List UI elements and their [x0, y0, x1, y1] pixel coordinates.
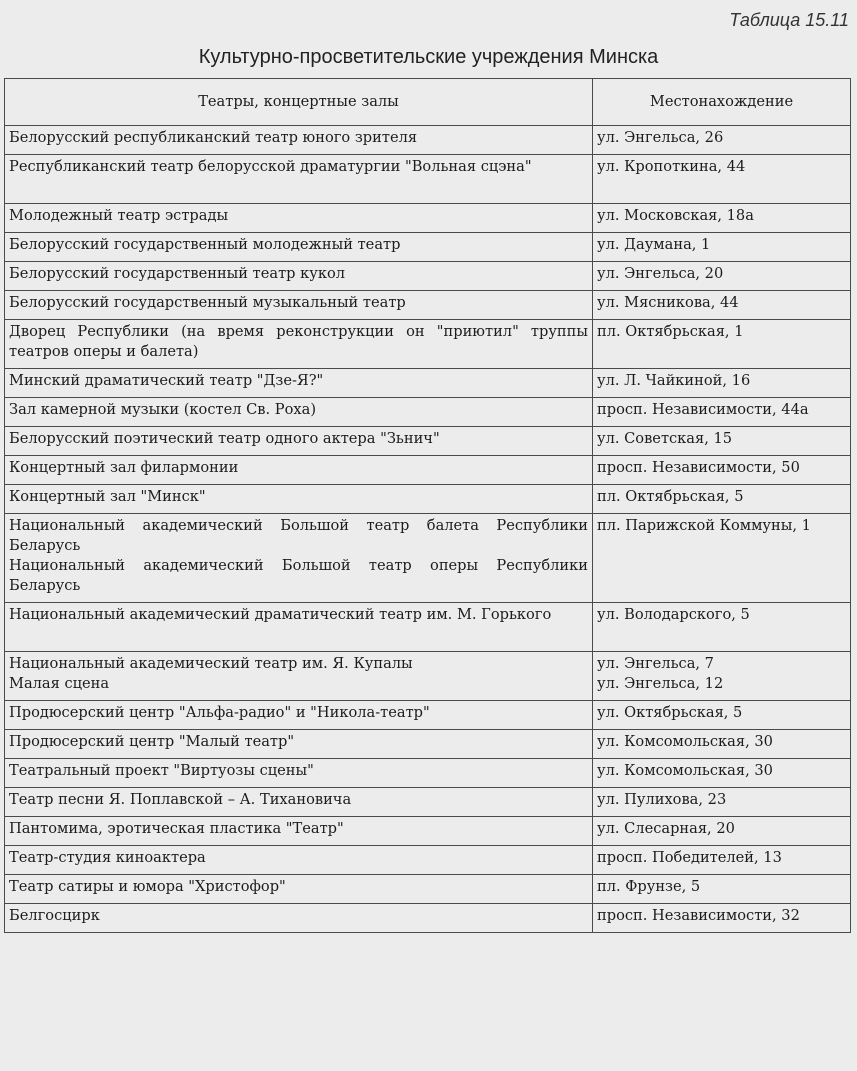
institution-name: Дворец Республики (на время реконструкции он "приютил" труппы театров оперы и балета): [9, 323, 588, 360]
location-cell: [593, 788, 851, 817]
location-address: ул. Энгельса, 7: [597, 655, 714, 672]
institution-name: Национальный академический драматический театр им. М. Горького: [9, 606, 552, 623]
location-cell: [593, 155, 851, 204]
location-cell: [593, 904, 851, 933]
institution-name-cell: [5, 759, 593, 788]
institution-name: Минский драматический театр "Дзе-Я?": [9, 372, 324, 389]
location-address: ул. Слесарная, 20: [597, 820, 735, 837]
institution-name-cell: [5, 155, 593, 204]
table-title: Культурно-просветительские учреждения Минска: [198, 46, 659, 68]
table-row: [5, 262, 851, 291]
location-address: ул. Московская, 18а: [597, 207, 754, 224]
institution-name-cell: [5, 427, 593, 456]
location-address: ул. Пулихова, 23: [597, 791, 727, 808]
location-cell: [593, 204, 851, 233]
location-address: просп. Независимости, 32: [597, 907, 800, 924]
table-row: [5, 817, 851, 846]
table-row: [5, 875, 851, 904]
institution-name-cell: [5, 369, 593, 398]
location-cell: [593, 320, 851, 369]
location-cell: [593, 817, 851, 846]
institution-name: Театр-студия киноактера: [9, 849, 206, 866]
institution-name: Белорусский государственный театр кукол: [9, 265, 346, 282]
institution-name-cell: [5, 514, 593, 603]
institution-name-cell: [5, 875, 593, 904]
location-address: просп. Победителей, 13: [597, 849, 782, 866]
table-row: [5, 204, 851, 233]
location-cell: [593, 603, 851, 652]
location-address: пл. Фрунзе, 5: [597, 878, 701, 895]
institution-name-cell: [5, 904, 593, 933]
column-header-theatres: Театры, концертные залы: [5, 79, 593, 126]
table-row: [5, 603, 851, 652]
institution-name: Белгосцирк: [9, 907, 100, 924]
institution-name-cell: [5, 262, 593, 291]
institution-name-cell: [5, 233, 593, 262]
table-row: [5, 126, 851, 155]
location-cell: [593, 730, 851, 759]
institution-name-cell: [5, 730, 593, 759]
institution-name-cell: [5, 320, 593, 369]
location-cell: [593, 291, 851, 320]
institution-name-cell: [5, 291, 593, 320]
institution-name: Концертный зал филармонии: [9, 459, 239, 476]
location-cell: [593, 514, 851, 603]
institution-name: Республиканский театр белорусской драматургии "Вольная сцэна": [9, 158, 532, 175]
location-cell: [593, 485, 851, 514]
location-cell: [593, 652, 851, 701]
location-address: просп. Независимости, 50: [597, 459, 800, 476]
location-cell: [593, 369, 851, 398]
institution-name-cell: [5, 788, 593, 817]
column-header-location: Местонахождение: [593, 79, 851, 126]
institution-name-cell: [5, 398, 593, 427]
institution-name: Театр песни Я. Поплавской – А. Тихановича: [9, 791, 352, 808]
table-header-row: [5, 79, 851, 126]
institution-name: Национальный академический Большой театр балета Республики Беларусь: [9, 517, 588, 554]
location-address: просп. Независимости, 44а: [597, 401, 809, 418]
table-row: [5, 485, 851, 514]
table-row: [5, 904, 851, 933]
institution-name: Национальный академический театр им. Я. Купалы: [9, 655, 413, 672]
location-address: ул. Кропоткина, 44: [597, 158, 746, 175]
location-address: ул. Советская, 15: [597, 430, 733, 447]
location-address: ул. Комсомольская, 30: [597, 762, 773, 779]
location-address: ул. Мясникова, 44: [597, 294, 739, 311]
location-cell: [593, 126, 851, 155]
table-row: [5, 155, 851, 204]
institution-name-cell: [5, 701, 593, 730]
location-address: пл. Октябрьская, 5: [597, 488, 744, 505]
location-address: ул. Комсомольская, 30: [597, 733, 773, 750]
table-row: [5, 320, 851, 369]
table-row: [5, 456, 851, 485]
location-cell: [593, 701, 851, 730]
institution-name: Продюсерский центр "Альфа-радио" и "Никола-театр": [9, 704, 430, 721]
location-cell: [593, 398, 851, 427]
institution-name: Концертный зал "Минск": [9, 488, 206, 505]
location-cell: [593, 456, 851, 485]
table-row: [5, 652, 851, 701]
location-address: ул. Энгельса, 12: [597, 675, 724, 692]
institution-name-cell: [5, 485, 593, 514]
location-address: пл. Октябрьская, 1: [597, 323, 744, 340]
table-row: [5, 701, 851, 730]
institution-name: Театральный проект "Виртуозы сцены": [9, 762, 314, 779]
institutions-table: [4, 78, 851, 933]
institution-name: Белорусский поэтический театр одного актера "Зьнич": [9, 430, 440, 447]
location-address: ул. Даумана, 1: [597, 236, 711, 253]
location-cell: [593, 427, 851, 456]
location-address: ул. Володарского, 5: [597, 606, 750, 623]
table-row: [5, 730, 851, 759]
table-number-label: Таблица 15.11: [729, 10, 849, 30]
institution-name: Пантомима, эротическая пластика "Театр": [9, 820, 344, 837]
institution-name-cell: [5, 204, 593, 233]
table-row: [5, 398, 851, 427]
location-cell: [593, 846, 851, 875]
institution-name-cell: [5, 126, 593, 155]
institution-name-cell: [5, 456, 593, 485]
location-address: ул. Октябрьская, 5: [597, 704, 743, 721]
institution-name-cell: [5, 603, 593, 652]
location-address: ул. Л. Чайкиной, 16: [597, 372, 751, 389]
institution-name: Театр сатиры и юмора "Христофор": [9, 878, 286, 895]
location-cell: [593, 759, 851, 788]
table-row: [5, 427, 851, 456]
institution-name: Зал камерной музыки (костел Св. Роха): [9, 401, 317, 418]
institution-name: Белорусский государственный молодежный театр: [9, 236, 401, 253]
location-cell: [593, 262, 851, 291]
location-cell: [593, 233, 851, 262]
institution-name-cell: [5, 652, 593, 701]
location-address: пл. Парижской Коммуны, 1: [597, 517, 811, 534]
table-row: [5, 846, 851, 875]
table-row: [5, 788, 851, 817]
institution-name: Малая сцена: [9, 675, 110, 692]
table-row: [5, 233, 851, 262]
institution-name: Продюсерский центр "Малый театр": [9, 733, 295, 750]
table-row: [5, 514, 851, 603]
institution-name-cell: [5, 846, 593, 875]
institution-name: Молодежный театр эстрады: [9, 207, 229, 224]
institution-name: Белорусский государственный музыкальный театр: [9, 294, 406, 311]
table-row: [5, 291, 851, 320]
institution-name: Национальный академический Большой театр оперы Республики Беларусь: [9, 557, 588, 594]
location-cell: [593, 875, 851, 904]
table-row: [5, 759, 851, 788]
institution-name: Белорусский республиканский театр юного зрителя: [9, 129, 418, 146]
location-address: ул. Энгельса, 20: [597, 265, 724, 282]
table-row: [5, 369, 851, 398]
institution-name-cell: [5, 817, 593, 846]
location-address: ул. Энгельса, 26: [597, 129, 724, 146]
